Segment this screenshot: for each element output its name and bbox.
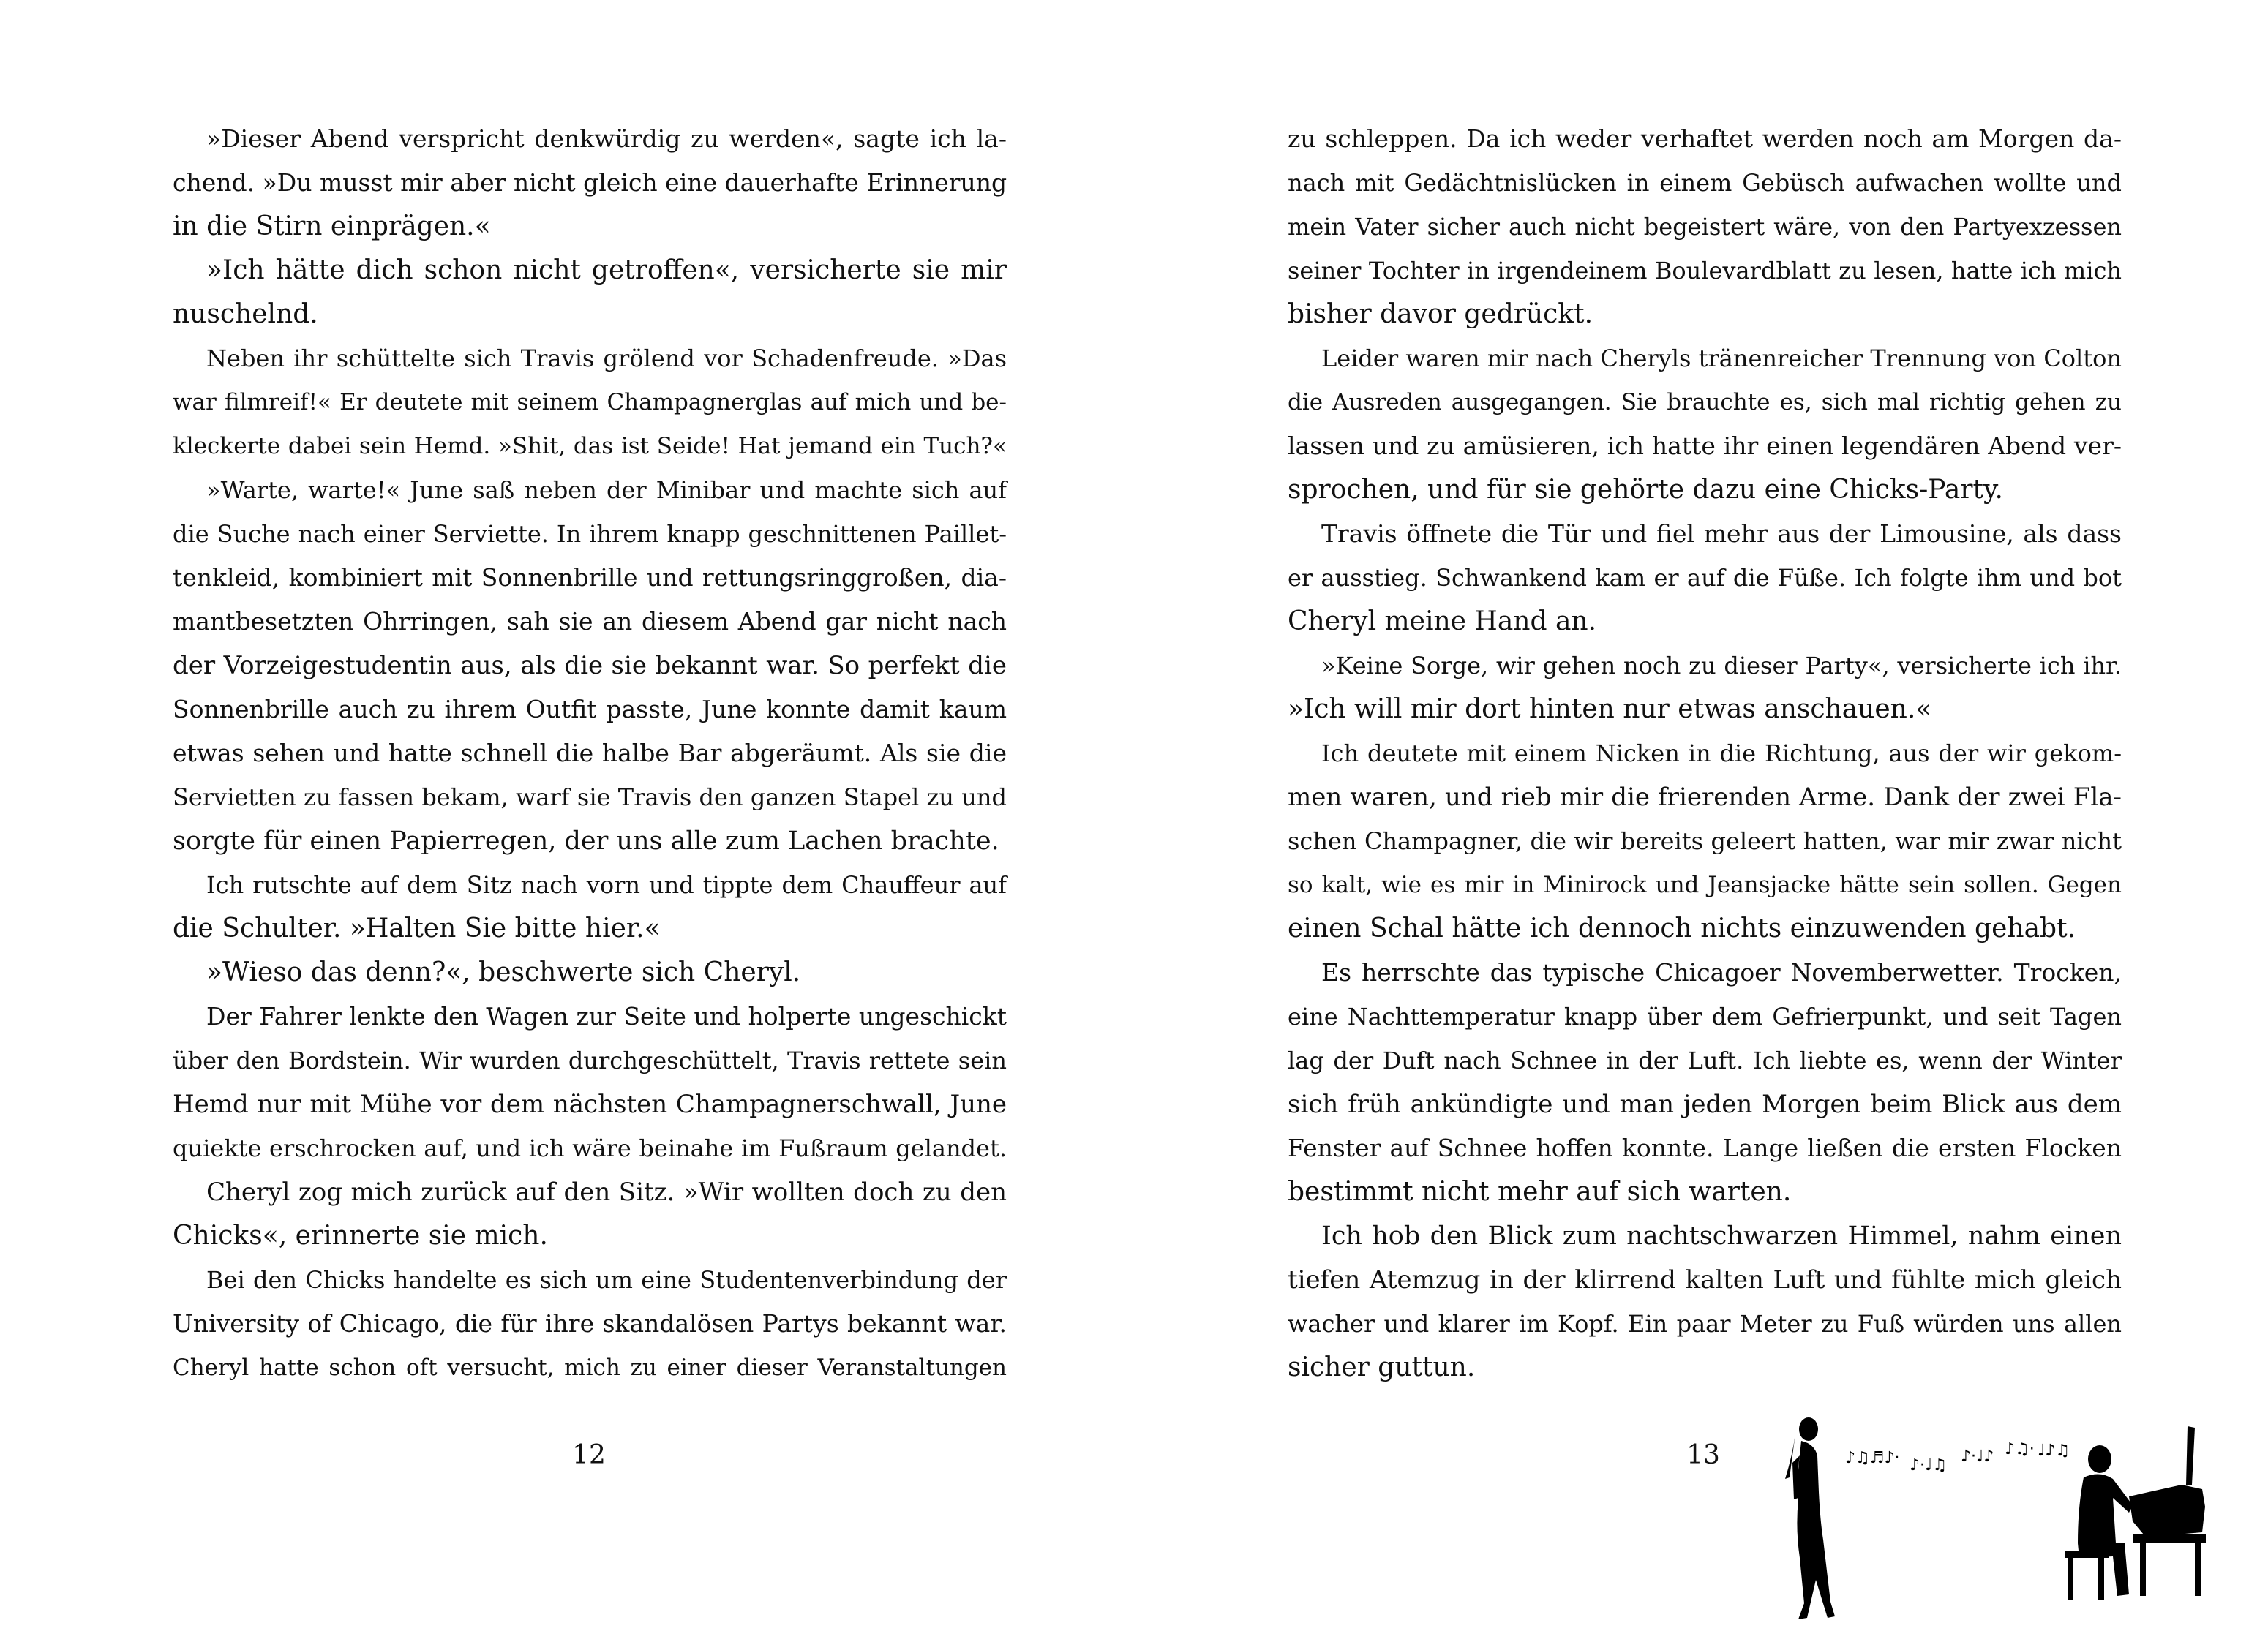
left-page-text-line: quiekte erschrocken auf, und ich wäre beinahe im Fußraum gelandet. — [173, 1134, 1007, 1162]
right-page-text-line: mein Vater sicher auch nicht begeistert wäre, von den Partyexzessen — [1288, 213, 2122, 241]
left-page-text-line: mantbesetzten Ohrringen, sah sie an diesem Abend gar nicht nach — [173, 607, 1007, 636]
right-page-text-line: so kalt, wie es mir in Minirock und Jeansjacke hätte sein sollen. Gegen — [1288, 872, 2122, 898]
left-page-text-line: etwas sehen und hatte schnell die halbe Bar abgeräumt. Als sie die — [173, 739, 1007, 767]
left-page-text-line: Neben ihr schüttelte sich Travis grölend vor Schadenfreude. »Das — [206, 344, 1007, 372]
right-page-text-line: nach mit Gedächtnislücken in einem Gebüsch aufwachen wollte und — [1288, 169, 2122, 197]
page-number-right: 13 — [1686, 1440, 1720, 1470]
left-page-text-line: nuschelnd. — [173, 299, 318, 329]
left-page-text — [173, 117, 1007, 1390]
svg-text:♩♪♫: ♩♪♫ — [2038, 1442, 2070, 1460]
right-page-text-line: zu schleppen. Da ich weder verhaftet werden noch am Morgen da- — [1288, 124, 2122, 153]
right-page-text-line: die Ausreden ausgegangen. Sie brauchte es, sich mal richtig gehen zu — [1288, 389, 2122, 415]
left-page-text-line: Cheryl zog mich zurück auf den Sitz. »Wir wollten doch zu den — [206, 1178, 1007, 1207]
right-page-text-line: Fenster auf Schnee hoffen konnte. Lange ließen die ersten Flocken — [1288, 1134, 2122, 1162]
left-page-text-line: die Suche nach einer Serviette. In ihrem knapp geschnittenen Paillet- — [173, 520, 1007, 548]
right-page-text-line: Ich deutete mit einem Nicken in die Richtung, aus der wir gekom- — [1321, 739, 2122, 767]
svg-text:♪♫·: ♪♫· — [2005, 1440, 2035, 1458]
right-page-text-line: schen Champagner, die wir bereits geleert hatten, war mir zwar nicht — [1288, 827, 2122, 855]
left-page-text-line: der Vorzeigestudentin aus, als die sie bekannt war. So perfekt die — [173, 651, 1007, 680]
pianist-silhouette-icon — [1763, 1412, 2239, 1631]
left-page-text-line: »Wieso das denn?«, beschwerte sich Cheryl. — [206, 957, 801, 987]
left-page-text-line: University of Chicago, die für ihre skandalösen Partys bekannt war. — [173, 1309, 1007, 1338]
right-page-text-line: Travis öffnete die Tür und fiel mehr aus der Limousine, als dass — [1321, 519, 2122, 548]
left-page-text-line: über den Bordstein. Wir wurden durchgeschüttelt, Travis rettete sein — [173, 1047, 1007, 1074]
right-page-text-line: sicher guttun. — [1288, 1352, 1476, 1382]
left-page-text-line: »Ich hätte dich schon nicht getroffen«, versicherte sie mir — [206, 255, 1007, 285]
right-page-text — [1288, 117, 2122, 1390]
right-page-text-line: er ausstieg. Schwankend kam er auf die Füße. Ich folgte ihm und bot — [1288, 564, 2122, 592]
right-page-text-line: sich früh ankündigte und man jeden Morgen beim Blick aus dem — [1288, 1090, 2122, 1119]
right-page-text-line: »Ich will mir dort hinten nur etwas anschauen.« — [1288, 694, 1932, 724]
right-page-text-line: eine Nachttemperatur knapp über dem Gefrierpunkt, und seit Tagen — [1288, 1003, 2122, 1031]
left-page-text-line: Sonnenbrille auch zu ihrem Outfit passte, June konnte damit kaum — [173, 695, 1007, 723]
right-page-text-line: Ich hob den Blick zum nachtschwarzen Himmel, nahm einen — [1321, 1221, 2122, 1251]
right-page-text-line: lassen und zu amüsieren, ich hatte ihr einen legendären Abend ver- — [1288, 432, 2122, 460]
left-page-text-line: sorgte für einen Papierregen, der uns alle zum Lachen brachte. — [173, 826, 999, 856]
right-page-text-line: lag der Duft nach Schnee in der Luft. Ich liebte es, wenn der Winter — [1288, 1047, 2122, 1074]
right-page-text-line: seiner Tochter in irgendeinem Boulevardblatt zu lesen, hatte ich mich — [1288, 257, 2122, 285]
page-number-left: 12 — [572, 1440, 606, 1470]
left-page-text-line: Hemd nur mit Mühe vor dem nächsten Champagnerschwall, June — [173, 1090, 1007, 1119]
right-page-text-line: wacher und klarer im Kopf. Ein paar Meter zu Fuß würden uns allen — [1288, 1310, 2122, 1338]
right-page-text-line: Cheryl meine Hand an. — [1288, 606, 1597, 636]
left-page-text-line: Bei den Chicks handelte es sich um eine Studentenverbindung der — [206, 1266, 1007, 1294]
right-page-text-line: sprochen, und für sie gehörte dazu eine Chicks-Party. — [1288, 475, 2003, 505]
left-page-text-line: war filmreif!« Er deutete mit seinem Champagnerglas auf mich und be- — [173, 389, 1007, 415]
left-page-text-line: in die Stirn einprägen.« — [173, 211, 491, 241]
left-page-text-line: Chicks«, erinnerte sie mich. — [173, 1221, 548, 1251]
left-page-text-line: tenkleid, kombiniert mit Sonnenbrille und rettungsringgroßen, dia- — [173, 563, 1007, 592]
left-page-text-line: »Warte, warte!« June saß neben der Minibar und machte sich auf — [206, 476, 1007, 504]
svg-text:♪♫♬♪·: ♪♫♬♪· — [1845, 1449, 1900, 1467]
right-page-text-line: men waren, und rieb mir die frierenden Arme. Dank der zwei Fla- — [1288, 783, 2122, 812]
svg-text:♪·♩♫: ♪·♩♫ — [1910, 1456, 1948, 1475]
left-page-text-line: »Dieser Abend verspricht denkwürdig zu werden«, sagte ich la- — [206, 124, 1007, 153]
left-page-text-line: die Schulter. »Halten Sie bitte hier.« — [173, 914, 661, 944]
left-page-text-line: Servietten zu fassen bekam, warf sie Travis den ganzen Stapel zu und — [173, 783, 1007, 811]
left-page-text-line: Ich rutschte auf dem Sitz nach vorn und tippte dem Chauffeur auf — [206, 871, 1007, 899]
right-page-text-line: Leider waren mir nach Cheryls tränenreicher Trennung von Colton — [1321, 344, 2122, 372]
svg-text:♪·♩♪: ♪·♩♪ — [1961, 1447, 1994, 1466]
left-page-text-line: kleckerte dabei sein Hemd. »Shit, das ist Seide! Hat jemand ein Tuch?« — [173, 433, 1007, 459]
right-page-text-line: tiefen Atemzug in der klirrend kalten Luft und fühlte mich gleich — [1288, 1265, 2122, 1295]
left-page-text-line: Der Fahrer lenkte den Wagen zur Seite und holperte ungeschickt — [206, 1002, 1007, 1031]
left-page-text-line: Cheryl hatte schon oft versucht, mich zu einer dieser Veranstaltungen — [173, 1355, 1007, 1381]
right-page-text-line: einen Schal hätte ich dennoch nichts einzuwenden gehabt. — [1288, 914, 2076, 944]
right-page-text-line: bisher davor gedrückt. — [1288, 299, 1593, 329]
right-page-text-line: Es herrschte das typische Chicagoer Novemberwetter. Trocken, — [1321, 958, 2122, 987]
right-page-text-line: bestimmt nicht mehr auf sich warten. — [1288, 1177, 1792, 1207]
left-page-text-line: chend. »Du musst mir aber nicht gleich eine dauerhafte Erinnerung — [173, 168, 1007, 197]
right-page-text-line: »Keine Sorge, wir gehen noch zu dieser Party«, versicherte ich ihr. — [1321, 652, 2122, 679]
